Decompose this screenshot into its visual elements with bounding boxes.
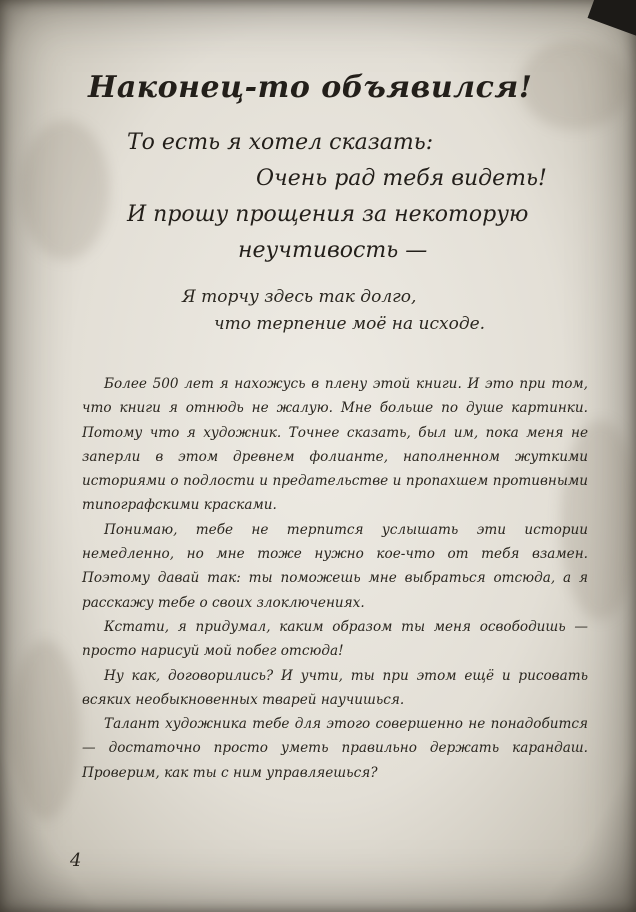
page-number: 4 (70, 850, 82, 871)
intro-line: Очень рад тебя видеть! (256, 166, 547, 191)
paragraph: Талант художника тебе для этого совершенно не понадобится — достаточно просто уметь правильно держать карандаш. Проверим, как ты с ним управляешься? (82, 716, 588, 781)
paper-stain (10, 640, 80, 820)
aside-line: Я торчу здесь так долго, (182, 287, 417, 307)
paper-stain (520, 40, 630, 130)
paper-stain (20, 120, 110, 260)
torn-corner (588, 0, 636, 38)
intro-line: И прошу прощения за некоторую (127, 202, 529, 227)
intro-line: То есть я хотел сказать: (127, 130, 434, 155)
paragraph: Ну как, договорились? И учти, ты при этом ещё и рисовать всяких необыкновенных тварей научишься. (82, 667, 588, 708)
page-headline: Наконец-то объявился! (88, 70, 533, 105)
aside-line: что терпение моё на исходе. (214, 314, 486, 334)
body-text (82, 372, 588, 785)
paragraph: Кстати, я придумал, каким образом ты меня освободишь — просто нарисуй мой побег отсюда! (82, 618, 588, 660)
intro-line: неучтивость — (238, 238, 428, 263)
paragraph: Понимаю, тебе не терпится услышать эти истории немедленно, но мне тоже нужно кое-что от тебя взамен. Поэтому давай так: ты поможешь мне выбраться отсюда, а я расскажу тебе о своих злоключениях. (82, 521, 588, 611)
paragraph: Более 500 лет я нахожусь в плену этой книги. И это при том, что книги я отнюдь не жалую. Мне больше по душе картинки. Потому что я художник. Точнее сказать, был им, пока меня не заперли в этом древнем фолианте, наполненном жуткими историями о подлости и предательстве и пропахшем противными типографскими красками. (82, 376, 588, 514)
